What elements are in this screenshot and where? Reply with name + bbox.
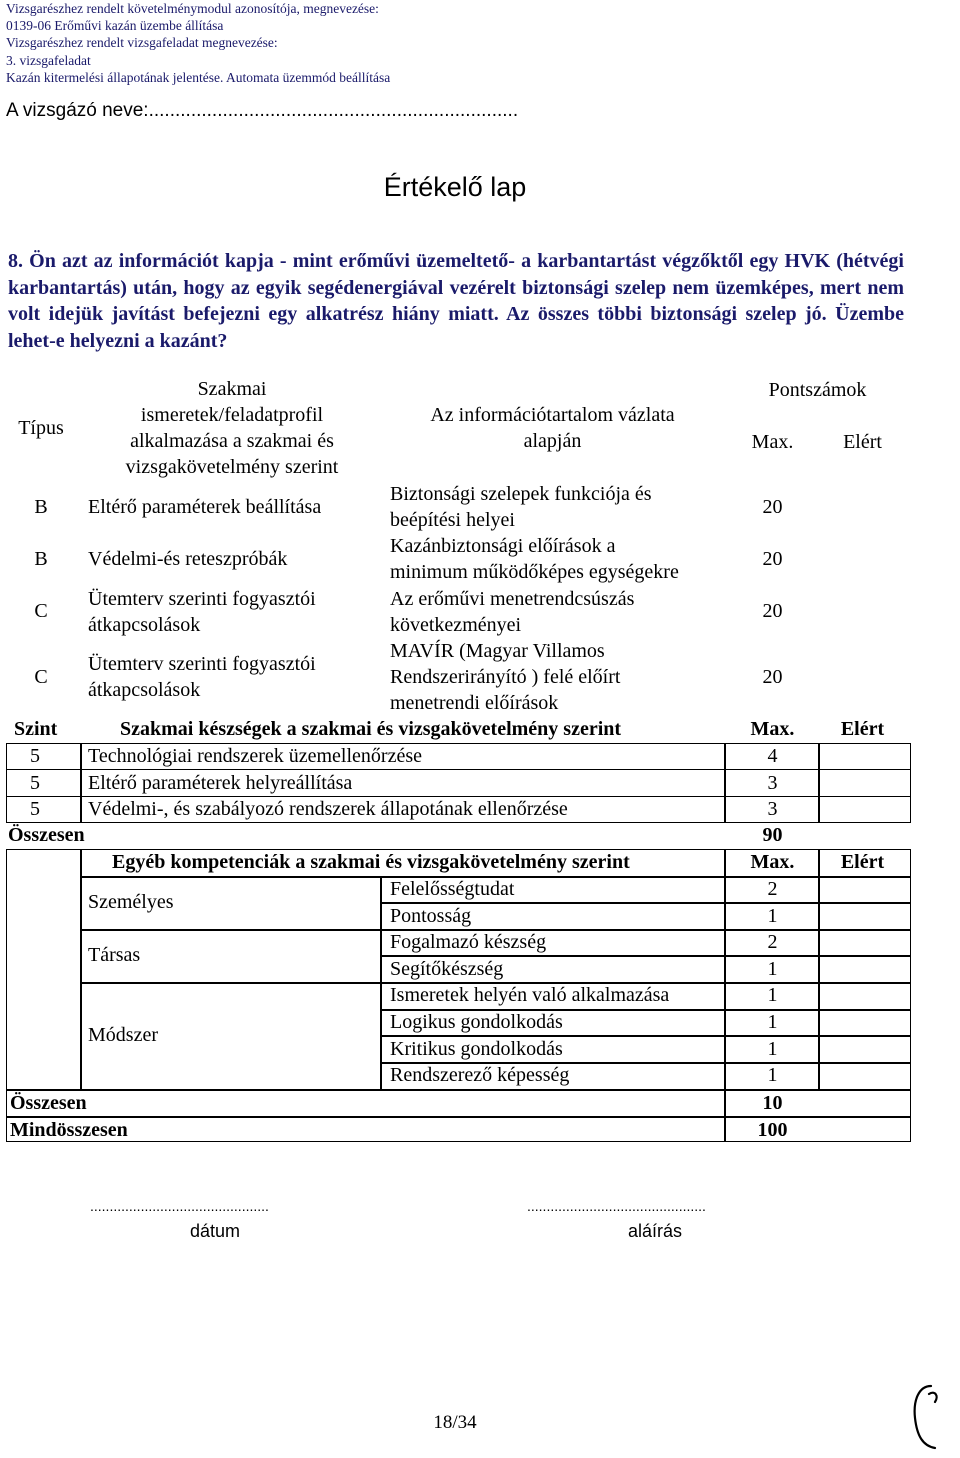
row-info: Biztonsági szelepek funkciója és beépítési helyei: [390, 483, 652, 531]
column-line: [80, 849, 82, 1089]
signature-dots: ..............................................: [527, 1198, 706, 1214]
document-header: [6, 0, 390, 86]
row-max: 20: [762, 548, 783, 570]
competency-total: 10: [762, 1092, 783, 1114]
header-line: Kazán kitermelési állapotának jelentése. Automata üzemmód beállítása: [6, 69, 391, 85]
skill-max: 3: [767, 772, 778, 794]
competency-item: Ismeretek helyén való alkalmazása: [390, 984, 670, 1006]
page-title: Értékelő lap: [383, 172, 527, 202]
col-skill-header: Szakmai készségek a szakmai és vizsgakövetelmény szerint: [120, 718, 622, 740]
row-type: B: [34, 496, 48, 518]
skill-level: 5: [30, 745, 40, 767]
row-type: B: [34, 548, 48, 570]
competency-max: 1: [767, 1011, 778, 1033]
competency-item: Logikus gondolkodás: [390, 1011, 563, 1033]
skill-name: Eltérő paraméterek helyreállítása: [88, 772, 353, 794]
max-header: Max.: [750, 851, 795, 873]
competency-group: Társas: [88, 944, 141, 966]
grand-total: 100: [757, 1119, 788, 1141]
max-header: Max.: [750, 718, 795, 740]
skill-name: Védelmi-, és szabályozó rendszerek állapotának ellenőrzése: [88, 798, 568, 820]
competency-max: 2: [767, 931, 778, 953]
header-line: 3. vizsgafeladat: [6, 52, 91, 68]
competency-max: 1: [767, 1064, 778, 1086]
points-header: Pontszámok: [768, 379, 867, 401]
competency-max: 2: [767, 878, 778, 900]
date-label: dátum: [190, 1221, 241, 1241]
max-header: Max.: [751, 431, 794, 453]
competency-group: Személyes: [88, 891, 174, 913]
row-profile: Ütemterv szerinti fogyasztói átkapcsolások: [88, 588, 316, 636]
competency-item: Segítőkészség: [390, 958, 504, 980]
competency-total-label: Összesen: [10, 1092, 87, 1114]
header-line: 0139-06 Erőművi kazán üzembe állítása: [6, 18, 224, 34]
competency-item: Fogalmazó készség: [390, 931, 547, 953]
row-info: Az erőművi menetrendcsúszás következményei: [390, 588, 635, 636]
header-line: Vizsgarészhez rendelt követelménymodul azonosítója, megnevezése:: [6, 1, 379, 16]
header-line: Vizsgarészhez rendelt vizsgafeladat megnevezése:: [6, 35, 278, 51]
question-paragraph: 8. Ön azt az információt kapja - mint erőművi üzemeltető- a karbantartást végzőktől egy HVK (hétvégi karbantartás) után, hogy az egyik segédenergiával vezérelt biztonsági szelep nem üzemképes, mert nem volt idejük javítást befejezni egy alkatrész hiány miatt. Az összes többi biztonsági szelep jó. Üzembe lehet-e helyezni a kazánt?: [8, 250, 904, 352]
row-info: MAVÍR (Magyar Villamos Rendszerirányító ) felé előírt menetrendi előírások: [390, 640, 621, 714]
handwritten-initial: [905, 1380, 953, 1452]
col-info-header: Az információtartalom vázlata alapján: [430, 404, 675, 452]
row-profile: Eltérő paraméterek beállítása: [88, 496, 322, 518]
row-profile: Ütemterv szerinti fogyasztói átkapcsolások: [88, 653, 316, 701]
competency-item: Kritikus gondolkodás: [390, 1038, 563, 1060]
row-info: Kazánbiztonsági előírások a minimum működőképes egységekre: [390, 535, 679, 583]
competency-max: 1: [767, 958, 778, 980]
question-text: [8, 248, 904, 354]
skill-level: 5: [30, 772, 40, 794]
competency-item: Felelősségtudat: [390, 878, 515, 900]
col-level-header: Szint: [14, 718, 58, 740]
achieved-header: Elért: [843, 431, 882, 453]
col-type-header: Típus: [18, 417, 64, 439]
achieved-header: Elért: [840, 851, 885, 873]
subtotal-label: Összesen: [8, 824, 85, 846]
row-type: C: [34, 600, 48, 622]
subtotal-value: 90: [762, 824, 783, 846]
competency-max: 1: [767, 905, 778, 927]
row-profile: Védelmi-és reteszpróbák: [88, 548, 288, 570]
competency-max: 1: [767, 1038, 778, 1060]
competency-heading: Egyéb kompetenciák a szakmai és vizsgakövetelmény szerint: [112, 851, 630, 873]
competency-max: 1: [767, 984, 778, 1006]
column-line: [80, 743, 82, 823]
achieved-header: Elért: [840, 718, 885, 740]
skill-max: 4: [767, 745, 778, 767]
row-max: 20: [762, 600, 783, 622]
grand-total-label: Mindösszesen: [10, 1119, 128, 1141]
competency-item: Rendszerező képesség: [390, 1064, 570, 1086]
page-number: 18/34: [433, 1412, 477, 1433]
signature-label: aláírás: [628, 1221, 683, 1241]
date-dots: ..............................................: [90, 1198, 269, 1214]
row-max: 20: [762, 496, 783, 518]
row-type: C: [34, 666, 48, 688]
col-profile-header: Szakmai ismeretek/feladatprofil alkalmazása a szakmai és vizsgakövetelmény szerint: [125, 378, 339, 478]
skill-max: 3: [767, 798, 778, 820]
skill-name: Technológiai rendszerek üzemellenőrzése: [88, 745, 422, 767]
skill-level: 5: [30, 798, 40, 820]
competency-group: Módszer: [88, 1024, 158, 1046]
competency-item: Pontosság: [390, 905, 472, 927]
candidate-name-line: A vizsgázó neve:......................................................................: [6, 100, 519, 121]
row-max: 20: [762, 666, 783, 688]
